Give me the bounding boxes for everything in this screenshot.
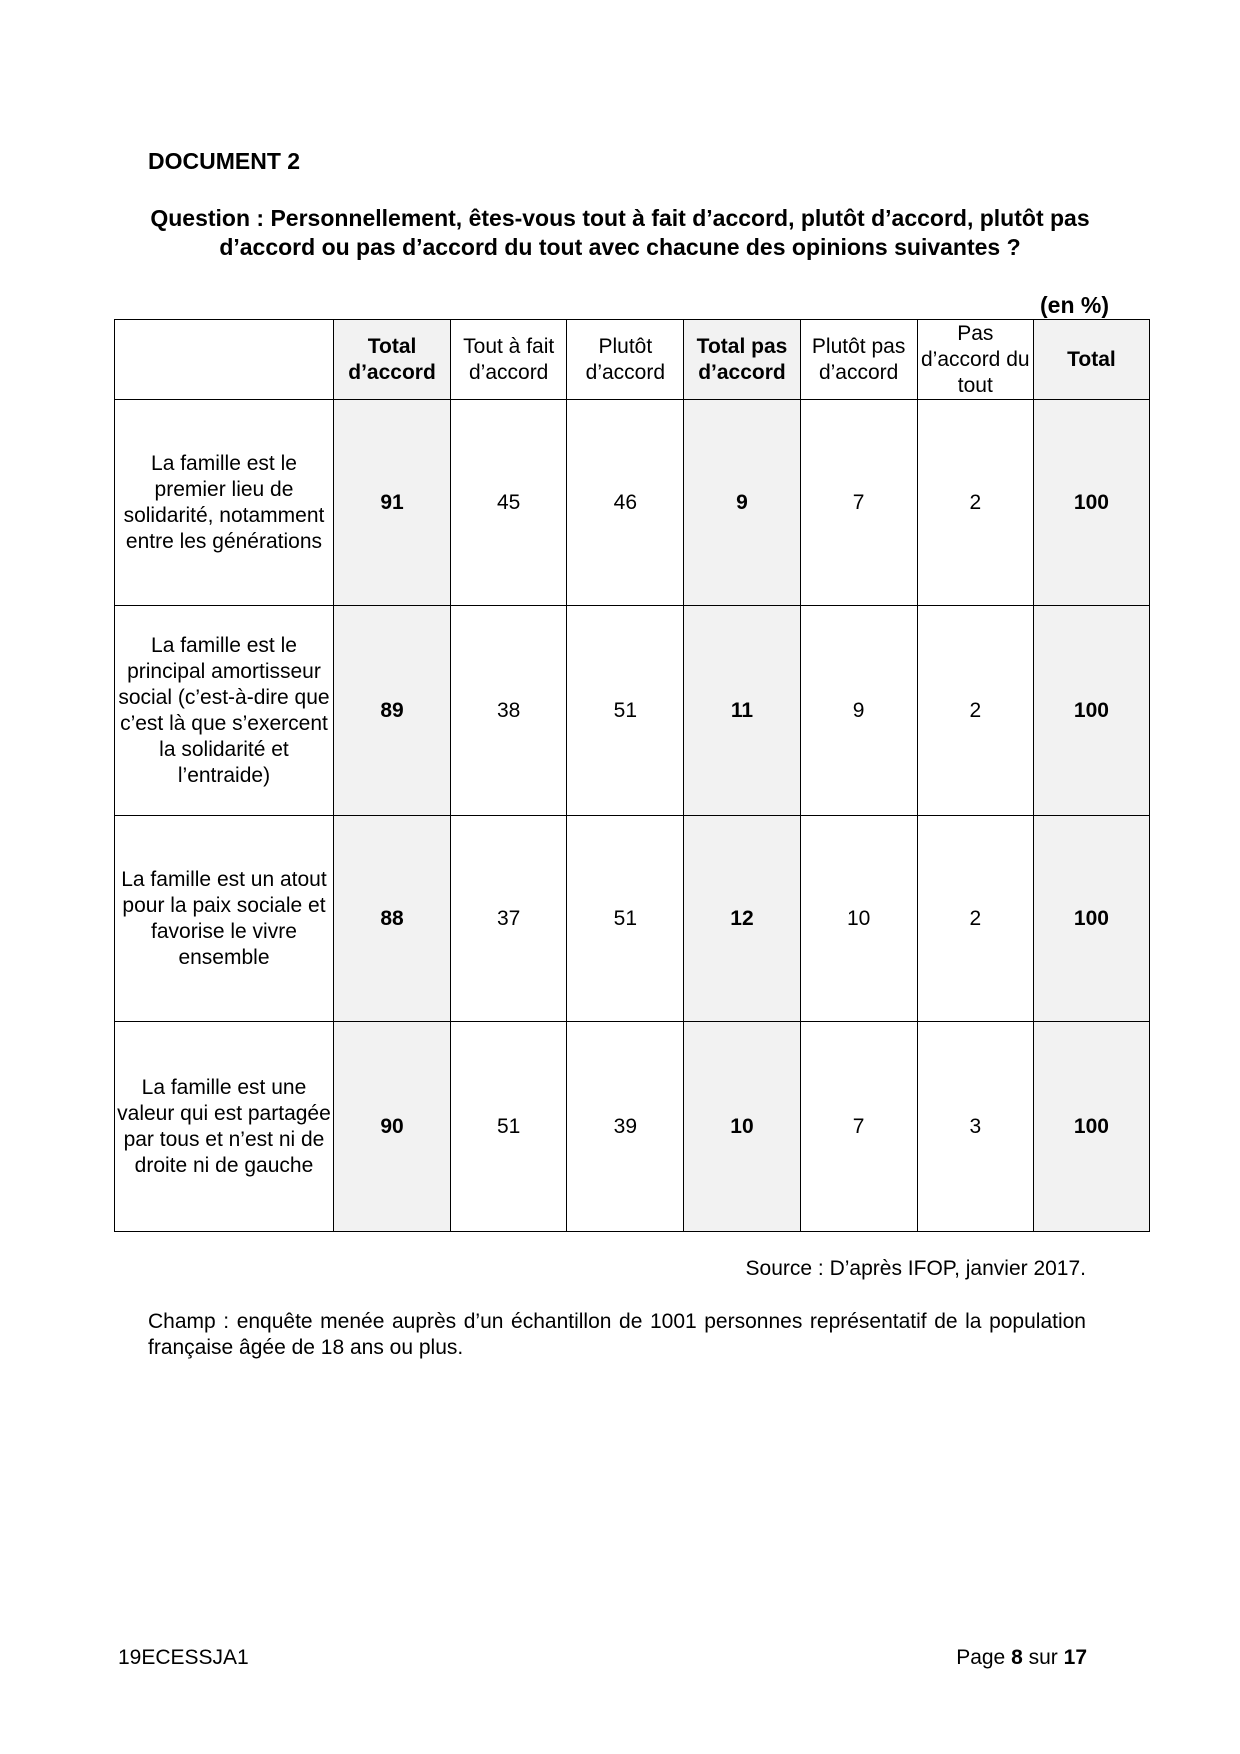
header-total-accord: Total d’accord xyxy=(333,320,450,400)
page-prefix: Page xyxy=(956,1646,1006,1669)
cell-total-accord: 90 xyxy=(333,1022,450,1232)
cell-pas-accord-du-tout: 3 xyxy=(917,1022,1033,1232)
cell-tout-a-fait: 51 xyxy=(451,1022,567,1232)
cell-total-accord: 89 xyxy=(333,606,450,816)
cell-plutot-pas-accord: 7 xyxy=(800,1022,917,1232)
cell-tout-a-fait: 37 xyxy=(451,816,567,1022)
cell-plutot-pas-accord: 9 xyxy=(800,606,917,816)
table-row xyxy=(115,816,1150,1022)
cell-total-pas-accord: 12 xyxy=(684,816,800,1022)
cell-pas-accord-du-tout: 2 xyxy=(917,606,1033,816)
cell-pas-accord-du-tout: 2 xyxy=(917,816,1033,1022)
cell-total: 100 xyxy=(1033,816,1149,1022)
cell-tout-a-fait: 45 xyxy=(451,400,567,606)
table-row xyxy=(115,1022,1150,1232)
cell-plutot-accord: 51 xyxy=(567,606,684,816)
cell-plutot-accord: 39 xyxy=(567,1022,684,1232)
cell-total-pas-accord: 10 xyxy=(684,1022,800,1232)
cell-plutot-pas-accord: 7 xyxy=(800,400,917,606)
cell-total-accord: 91 xyxy=(333,400,450,606)
page-middle: sur xyxy=(1028,1646,1058,1669)
page-total: 17 xyxy=(1063,1646,1087,1669)
cell-total-accord: 88 xyxy=(333,816,450,1022)
cell-plutot-accord: 51 xyxy=(567,816,684,1022)
survey-table xyxy=(114,319,1150,1232)
cell-total: 100 xyxy=(1033,1022,1149,1232)
cell-total: 100 xyxy=(1033,400,1149,606)
table-row xyxy=(115,606,1150,816)
cell-plutot-accord: 46 xyxy=(567,400,684,606)
cell-pas-accord-du-tout: 2 xyxy=(917,400,1033,606)
row-label: La famille est le premier lieu de solidarité, notamment entre les générations xyxy=(115,400,334,606)
row-label: La famille est le principal amortisseur social (c’est-à-dire que c’est là que s’exercent la solidarité et l’entraide) xyxy=(115,606,334,816)
table-header-row xyxy=(115,320,1150,400)
footer-page-number xyxy=(956,1646,1087,1670)
row-label: La famille est une valeur qui est partagée par tous et n’est ni de droite ni de gauche xyxy=(115,1022,334,1232)
header-empty xyxy=(115,320,334,400)
cell-total: 100 xyxy=(1033,606,1149,816)
header-tout-a-fait: Tout à fait d’accord xyxy=(451,320,567,400)
row-label: La famille est un atout pour la paix sociale et favorise le vivre ensemble xyxy=(115,816,334,1022)
champ-note: Champ : enquête menée auprès d’un échantillon de 1001 personnes représentatif de la population française âgée de 18 ans ou plus. xyxy=(148,1310,1086,1359)
unit-label: (en %) xyxy=(1040,292,1109,318)
cell-plutot-pas-accord: 10 xyxy=(800,816,917,1022)
cell-total-pas-accord: 9 xyxy=(684,400,800,606)
header-total-pas-accord: Total pas d’accord xyxy=(684,320,800,400)
footer-code: 19ECESSJA1 xyxy=(118,1646,249,1669)
survey-question: Question : Personnellement, êtes-vous tout à fait d’accord, plutôt d’accord, plutôt pas d’accord ou pas d’accord du tout avec chacune des opinions suivantes ? xyxy=(150,205,1090,260)
cell-total-pas-accord: 11 xyxy=(684,606,800,816)
document-title: DOCUMENT 2 xyxy=(148,148,301,174)
header-total: Total xyxy=(1033,320,1149,400)
cell-tout-a-fait: 38 xyxy=(451,606,567,816)
table-row xyxy=(115,400,1150,606)
page-current: 8 xyxy=(1011,1646,1023,1669)
header-pas-accord-du-tout: Pas d’accord du tout xyxy=(917,320,1033,400)
source-note: Source : D’après IFOP, janvier 2017. xyxy=(745,1257,1086,1280)
header-plutot-accord: Plutôt d’accord xyxy=(567,320,684,400)
header-plutot-pas-accord: Plutôt pas d’accord xyxy=(800,320,917,400)
